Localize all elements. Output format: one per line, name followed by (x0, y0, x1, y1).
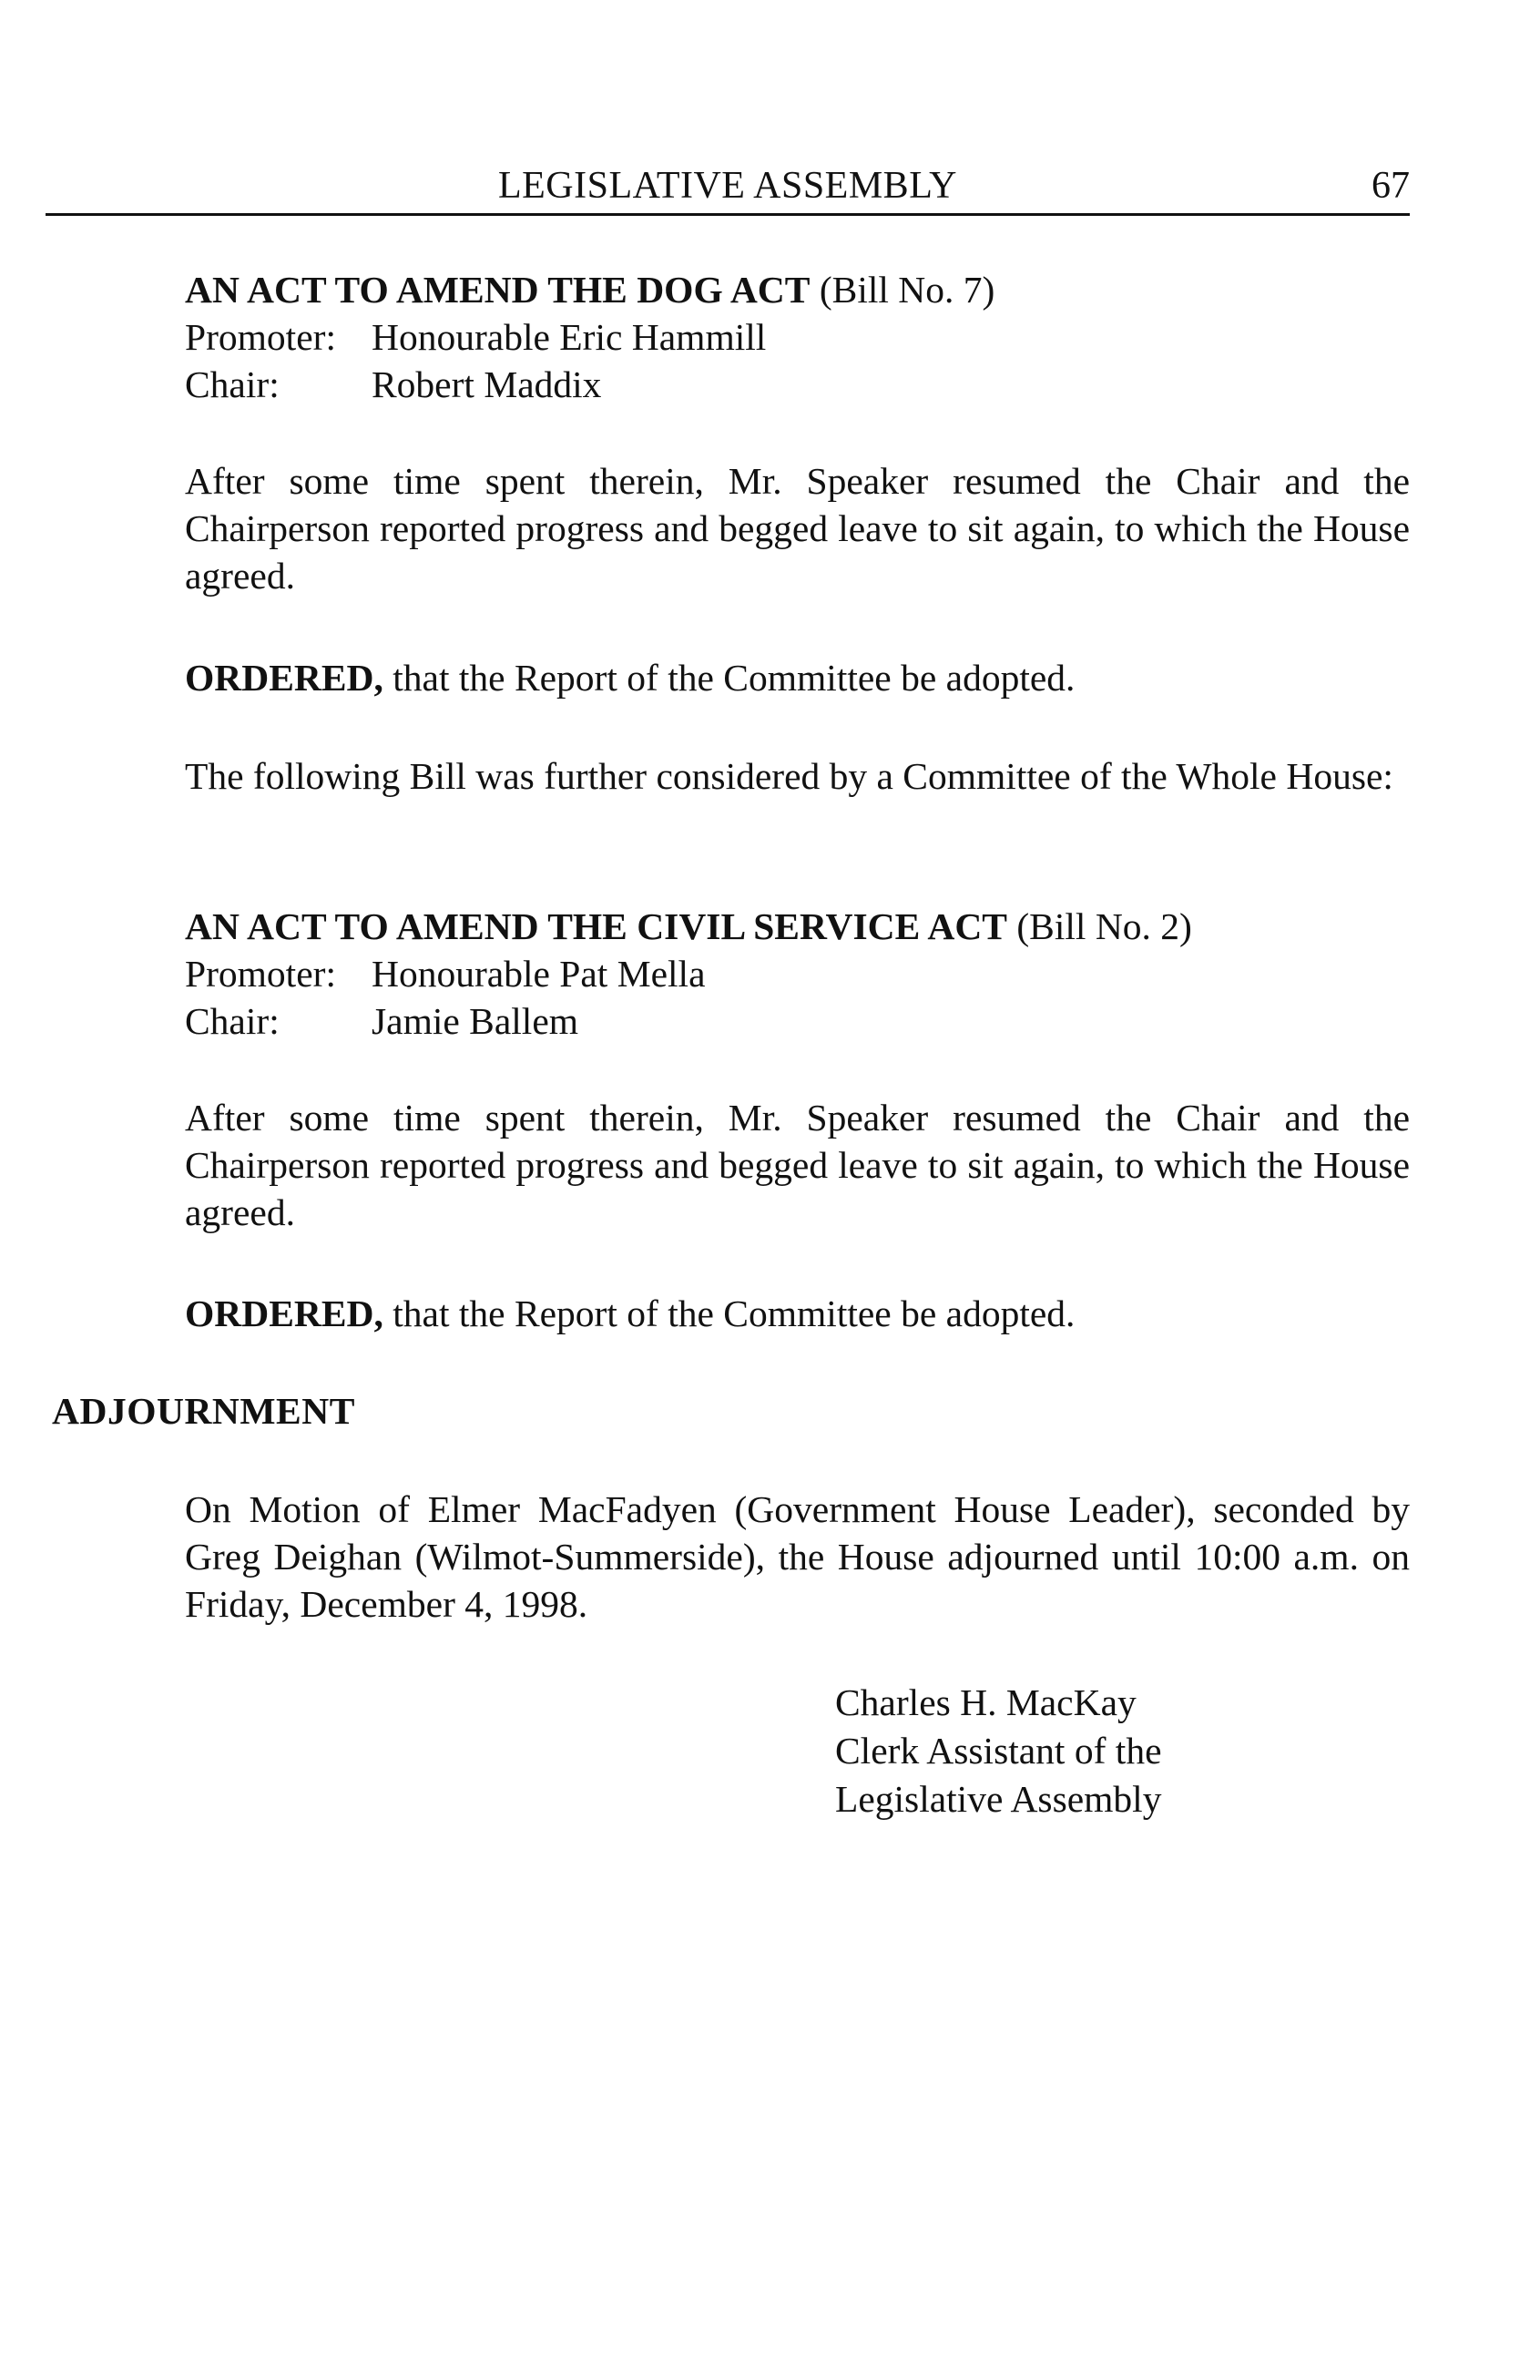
ordered-keyword: ORDERED, (185, 1292, 383, 1334)
chair-row (185, 361, 1410, 408)
chair-name: Robert Maddix (372, 363, 602, 405)
chair-label: Chair: (185, 363, 280, 405)
act-civil-service-act (185, 903, 1410, 1045)
act-title: AN ACT TO AMEND THE CIVIL SERVICE ACT (185, 905, 1007, 947)
ordered-text: that the Report of the Committee be adopted. (382, 1292, 1076, 1334)
promoter-row (185, 313, 1410, 361)
chair-row (185, 997, 1410, 1045)
promoter-name: Honourable Pat Mella (372, 953, 706, 995)
running-header (46, 157, 1410, 216)
running-title: LEGISLATIVE ASSEMBLY (498, 165, 957, 207)
progress-paragraph: After some time spent therein, Mr. Speaker resumed the Chair and the Chairperson reported progress and begged leave to sit again, to which the House agreed. (185, 1097, 1410, 1233)
signatory-name: Charles H. MacKay (835, 1681, 1137, 1723)
act-heading (185, 266, 1410, 313)
chair-name: Jamie Ballem (372, 1000, 579, 1042)
progress-paragraph: After some time spent therein, Mr. Speaker resumed the Chair and the Chairperson reported progress and begged leave to sit again, to which the House agreed. (185, 460, 1410, 597)
ordered-paragraph (185, 654, 1410, 701)
signatory-title-line-1: Clerk Assistant of the (835, 1730, 1162, 1772)
transition-paragraph: The following Bill was further considered by a Committee of the Whole House: (185, 755, 1393, 797)
act-dog-act (185, 266, 1410, 408)
promoter-name: Honourable Eric Hammill (372, 316, 767, 358)
adjournment-paragraph: On Motion of Elmer MacFadyen (Government House Leader), seconded by Greg Deighan (Wilmot-Summerside), the House adjourned until 10:00 a.m. on Friday, December 4, 1998. (185, 1488, 1410, 1625)
ordered-keyword: ORDERED, (185, 657, 383, 699)
promoter-label: Promoter: (185, 953, 336, 995)
act-title: AN ACT TO AMEND THE DOG ACT (185, 269, 811, 311)
adjournment-heading: ADJOURNMENT (52, 1390, 355, 1432)
bill-number: (Bill No. 2) (1006, 905, 1192, 947)
ordered-paragraph (185, 1290, 1410, 1337)
promoter-label: Promoter: (185, 316, 336, 358)
signature-block (835, 1679, 1162, 1823)
chair-label: Chair: (185, 1000, 280, 1042)
ordered-text: that the Report of the Committee be adopted. (382, 657, 1076, 699)
act-heading (185, 903, 1410, 950)
page-number: 67 (1372, 165, 1410, 207)
signatory-title-line-2: Legislative Assembly (835, 1778, 1162, 1820)
bill-number: (Bill No. 7) (810, 269, 995, 311)
promoter-row (185, 950, 1410, 997)
